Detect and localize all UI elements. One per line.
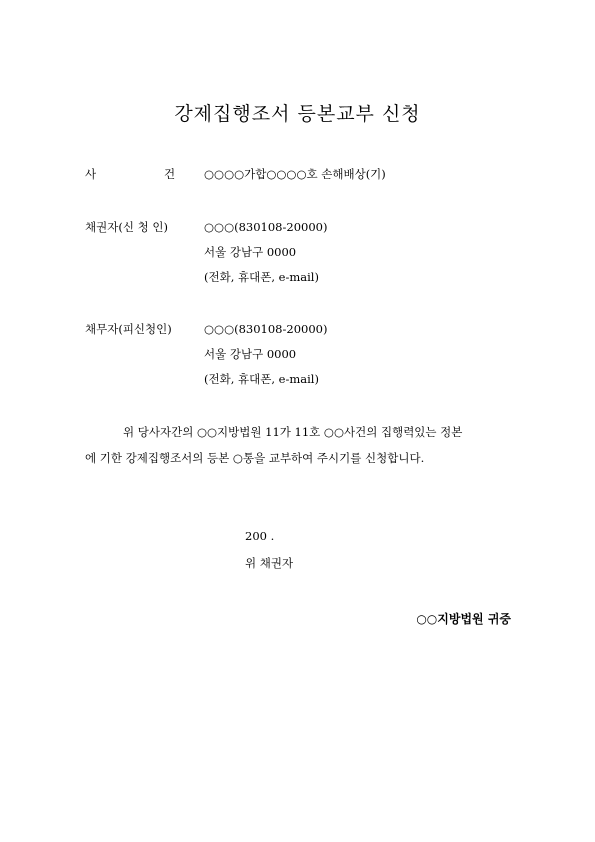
date-line: 200 . — [245, 529, 275, 543]
debtor-contact: (전화, 휴대폰, e-mail) — [204, 372, 319, 386]
court-addressee: ○○지방법원 귀중 — [416, 612, 511, 626]
request-paragraph — [85, 419, 511, 471]
debtor-address: 서울 강남구 0000 — [204, 347, 297, 361]
creditor-address: 서울 강남구 0000 — [204, 245, 297, 259]
document-title: 강제집행조서 등본교부 신청 — [174, 103, 421, 125]
creditor-label: 채권자(신 청 인) — [85, 220, 168, 234]
case-value: ○○○○가합○○○○호 손해배상(기) — [204, 167, 386, 181]
creditor-contact: (전화, 휴대폰, e-mail) — [204, 270, 319, 284]
debtor-id-line: ○○○(830108-20000) — [204, 322, 328, 336]
case-label-second-char: 건 — [164, 167, 176, 181]
request-paragraph-line-1: 위 당사자간의 ○○지방법원 11가 11호 ○○사건의 집행력있는 정본 — [123, 425, 463, 439]
case-label-first-char: 사 — [85, 167, 97, 181]
debtor-label: 채무자(피신청인) — [85, 322, 172, 336]
creditor-id-line: ○○○(830108-20000) — [204, 220, 328, 234]
request-paragraph-line-2: 에 기한 강제집행조서의 등본 ○통을 교부하여 주시기를 신청합니다. — [85, 451, 425, 465]
signer-line: 위 채권자 — [245, 556, 294, 570]
